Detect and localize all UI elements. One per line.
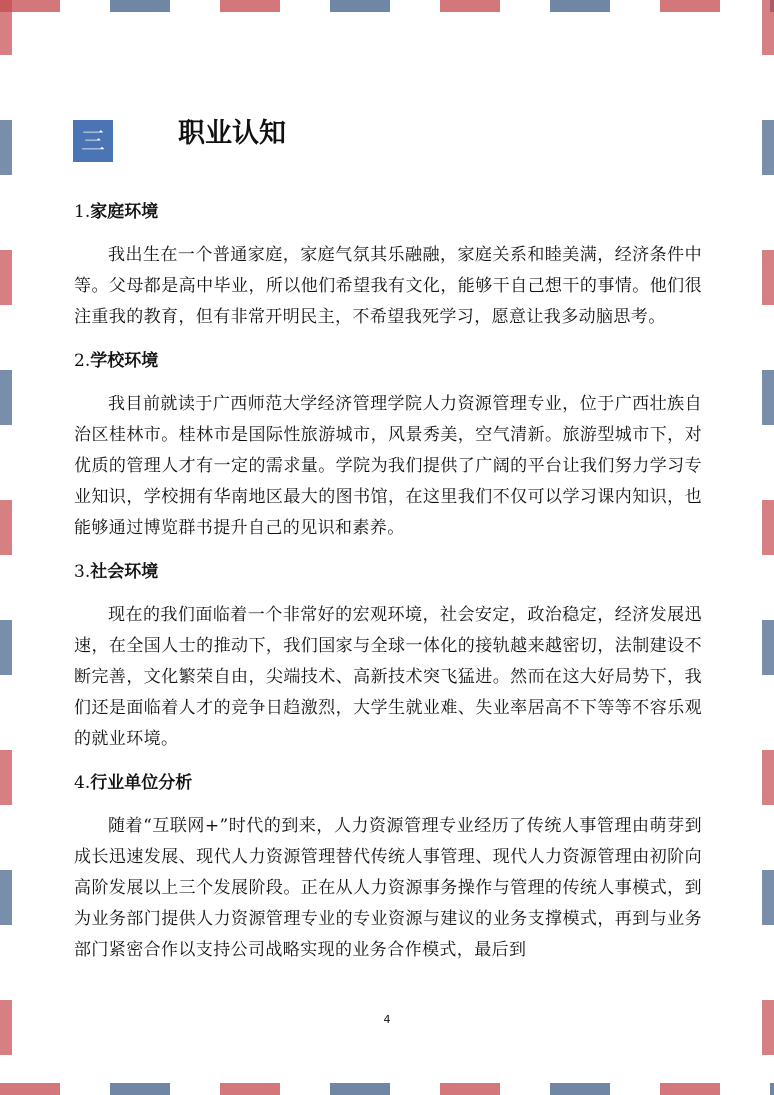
section-number: 4. [74, 773, 91, 793]
section-paragraph: 随着“互联网+”时代的到来，人力资源管理专业经历了传统人事管理由萌芽到成长迅速发展、现代人力资源管理替代传统人事管理、现代人力资源管理由初阶向高阶发展以上三个发展阶段。正在从人力资源事务操作与管理的传统人事模式，到为业务部门提供人力资源管理专业的专业资源与建议的业务支撑模式，再到与业务部门紧密合作以支持公司战略实现的业务合作模式，最后到 [74, 816, 702, 960]
airmail-border-bottom [0, 1083, 774, 1095]
section-heading-text: 行业单位分析 [90, 773, 193, 793]
airmail-border-top [0, 0, 774, 12]
section-number: 2. [74, 351, 91, 371]
section-paragraph: 现在的我们面临着一个非常好的宏观环境，社会安定，政治稳定，经济发展迅速，在全国人士的推动下，我们国家与全球一体化的接轨越来越密切，法制建设不断完善，文化繁荣自由，尖端技术、高新技术突飞猛进。然而在这大好局势下，我们还是面临着人才的竞争日趋激烈，大学生就业难、失业率居高不下等等不容乐观的就业环境。 [74, 605, 702, 749]
section-social-environment [74, 558, 702, 755]
section-heading-text: 家庭环境 [90, 202, 159, 222]
section-heading [74, 558, 702, 586]
section-heading-text: 社会环境 [90, 562, 159, 582]
section-family-environment [74, 198, 702, 333]
section-paragraph: 我出生在一个普通家庭，家庭气氛其乐融融，家庭关系和睦美满，经济条件中等。父母都是高中毕业，所以他们希望我有文化，能够干自己想干的事情。他们很注重我的教育，但有非常开明民主，不希望我死学习，愿意让我多动脑思考。 [74, 245, 702, 327]
section-industry-analysis [74, 769, 702, 966]
chapter-title: 职业认知 [178, 118, 286, 149]
airmail-border-right [762, 0, 774, 1095]
section-paragraph: 我目前就读于广西师范大学经济管理学院人力资源管理专业，位于广西壮族自治区桂林市。桂林市是国际性旅游城市，风景秀美，空气清新。旅游型城市下，对优质的管理人才有一定的需求量。学院为我们提供了广阔的平台让我们努力学习专业知识，学校拥有华南地区最大的图书馆，在这里我们不仅可以学习课内知识，也能够通过博览群书提升自己的见识和素养。 [74, 394, 702, 538]
page-number: 4 [383, 1013, 391, 1026]
airmail-border-left [0, 0, 12, 1095]
section-heading [74, 769, 702, 797]
section-number: 1. [74, 202, 91, 222]
section-heading [74, 198, 702, 226]
chapter-number-badge: 三 [73, 120, 113, 162]
section-number: 3. [74, 562, 91, 582]
section-heading [74, 347, 702, 375]
section-school-environment [74, 347, 702, 544]
document-body [74, 198, 702, 980]
section-heading-text: 学校环境 [90, 351, 159, 371]
